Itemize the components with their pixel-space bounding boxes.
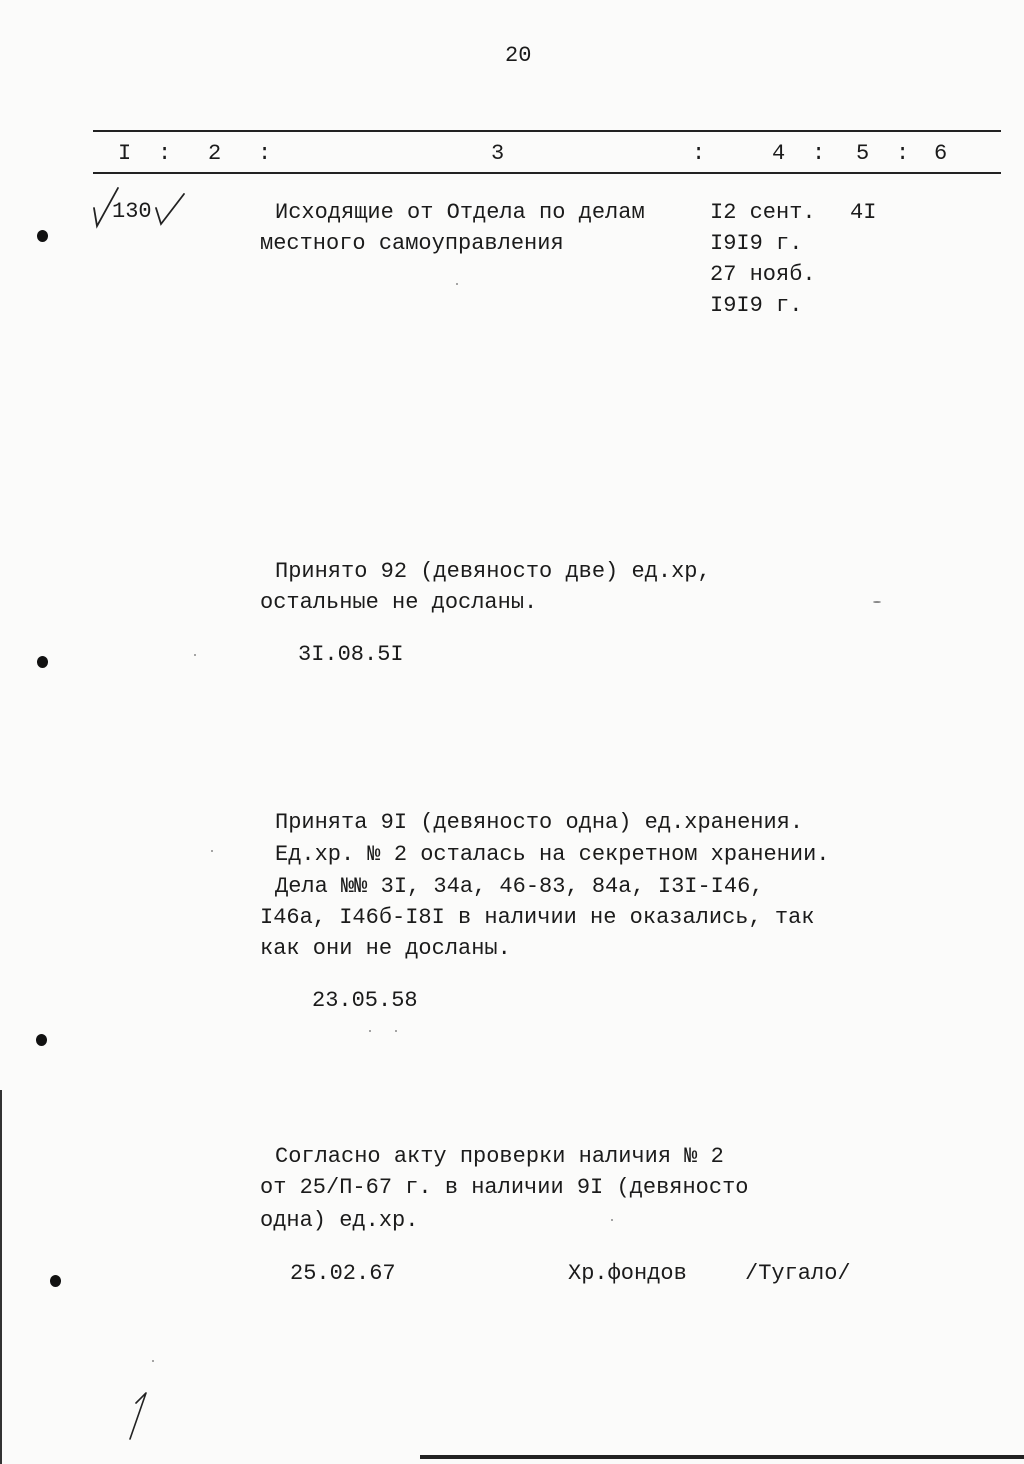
col-header-5: 5 — [856, 141, 870, 166]
note2-line: как они не досланы. — [260, 936, 511, 961]
note2-line: I46а, I46б-I8I в наличии не оказались, так — [260, 905, 815, 930]
page-number: 20 — [505, 43, 532, 68]
entry-date-line: I9I9 г. — [710, 231, 803, 256]
note2-line: Принята 9I (девяносто одна) ед.хранения. — [275, 810, 804, 835]
signer-name: /Тугало/ — [745, 1261, 851, 1286]
col-header-6: 6 — [934, 141, 948, 166]
speck — [395, 1030, 397, 1032]
page-edge-bottom — [420, 1455, 1024, 1459]
col-header-4: 4 — [772, 141, 786, 166]
speck — [211, 850, 213, 852]
col-header-2: 2 — [208, 141, 222, 166]
handwritten-mark-icon — [120, 1385, 160, 1445]
entry-title-line: местного самоуправления — [260, 231, 564, 256]
entry-number: 130 — [112, 199, 152, 224]
page-edge-left — [0, 1090, 2, 1464]
speck — [611, 1219, 613, 1221]
entry-date-line: I9I9 г. — [710, 293, 803, 318]
punch-hole — [37, 656, 48, 668]
signer-role: Хр.фондов — [568, 1261, 687, 1286]
col-separator: : — [692, 141, 706, 166]
note2-line: Дела №№ 3I, 34а, 46-83, 84а, I3I-I46, — [275, 874, 764, 899]
note2-line: Ед.хр. № 2 осталась на секретном хранении. — [275, 842, 830, 867]
col-header-1: I — [118, 141, 132, 166]
entry-count: 4I — [850, 200, 877, 225]
note3-line: одна) ед.хр. — [260, 1208, 419, 1233]
punch-hole — [50, 1275, 61, 1287]
punch-hole — [36, 1034, 47, 1046]
col-header-3: 3 — [491, 141, 505, 166]
speck — [873, 601, 881, 603]
entry-title-line: Исходящие от Отдела по делам — [275, 200, 645, 225]
note3-date: 25.02.67 — [290, 1261, 396, 1286]
punch-hole — [37, 230, 48, 242]
note3-line: Согласно акту проверки наличия № 2 — [275, 1144, 724, 1169]
col-separator: : — [812, 141, 826, 166]
note1-line: остальные не досланы. — [260, 590, 538, 615]
entry-date-line: 27 нояб. — [710, 262, 816, 287]
entry-date-line: I2 сент. — [710, 200, 816, 225]
speck — [456, 283, 458, 285]
note2-date: 23.05.58 — [312, 988, 418, 1013]
speck — [194, 654, 196, 656]
speck — [152, 1360, 154, 1362]
col-separator: : — [258, 141, 272, 166]
note1-date: 3I.08.5I — [298, 642, 404, 667]
col-separator: : — [896, 141, 910, 166]
col-separator: : — [158, 141, 172, 166]
note1-line: Принято 92 (девяносто две) ед.хр, — [275, 559, 711, 584]
header-rule-bottom — [93, 172, 1001, 174]
note3-line: от 25/П-67 г. в наличии 9I (девяносто — [260, 1175, 749, 1200]
speck — [369, 1030, 371, 1032]
header-rule-top — [93, 130, 1001, 132]
